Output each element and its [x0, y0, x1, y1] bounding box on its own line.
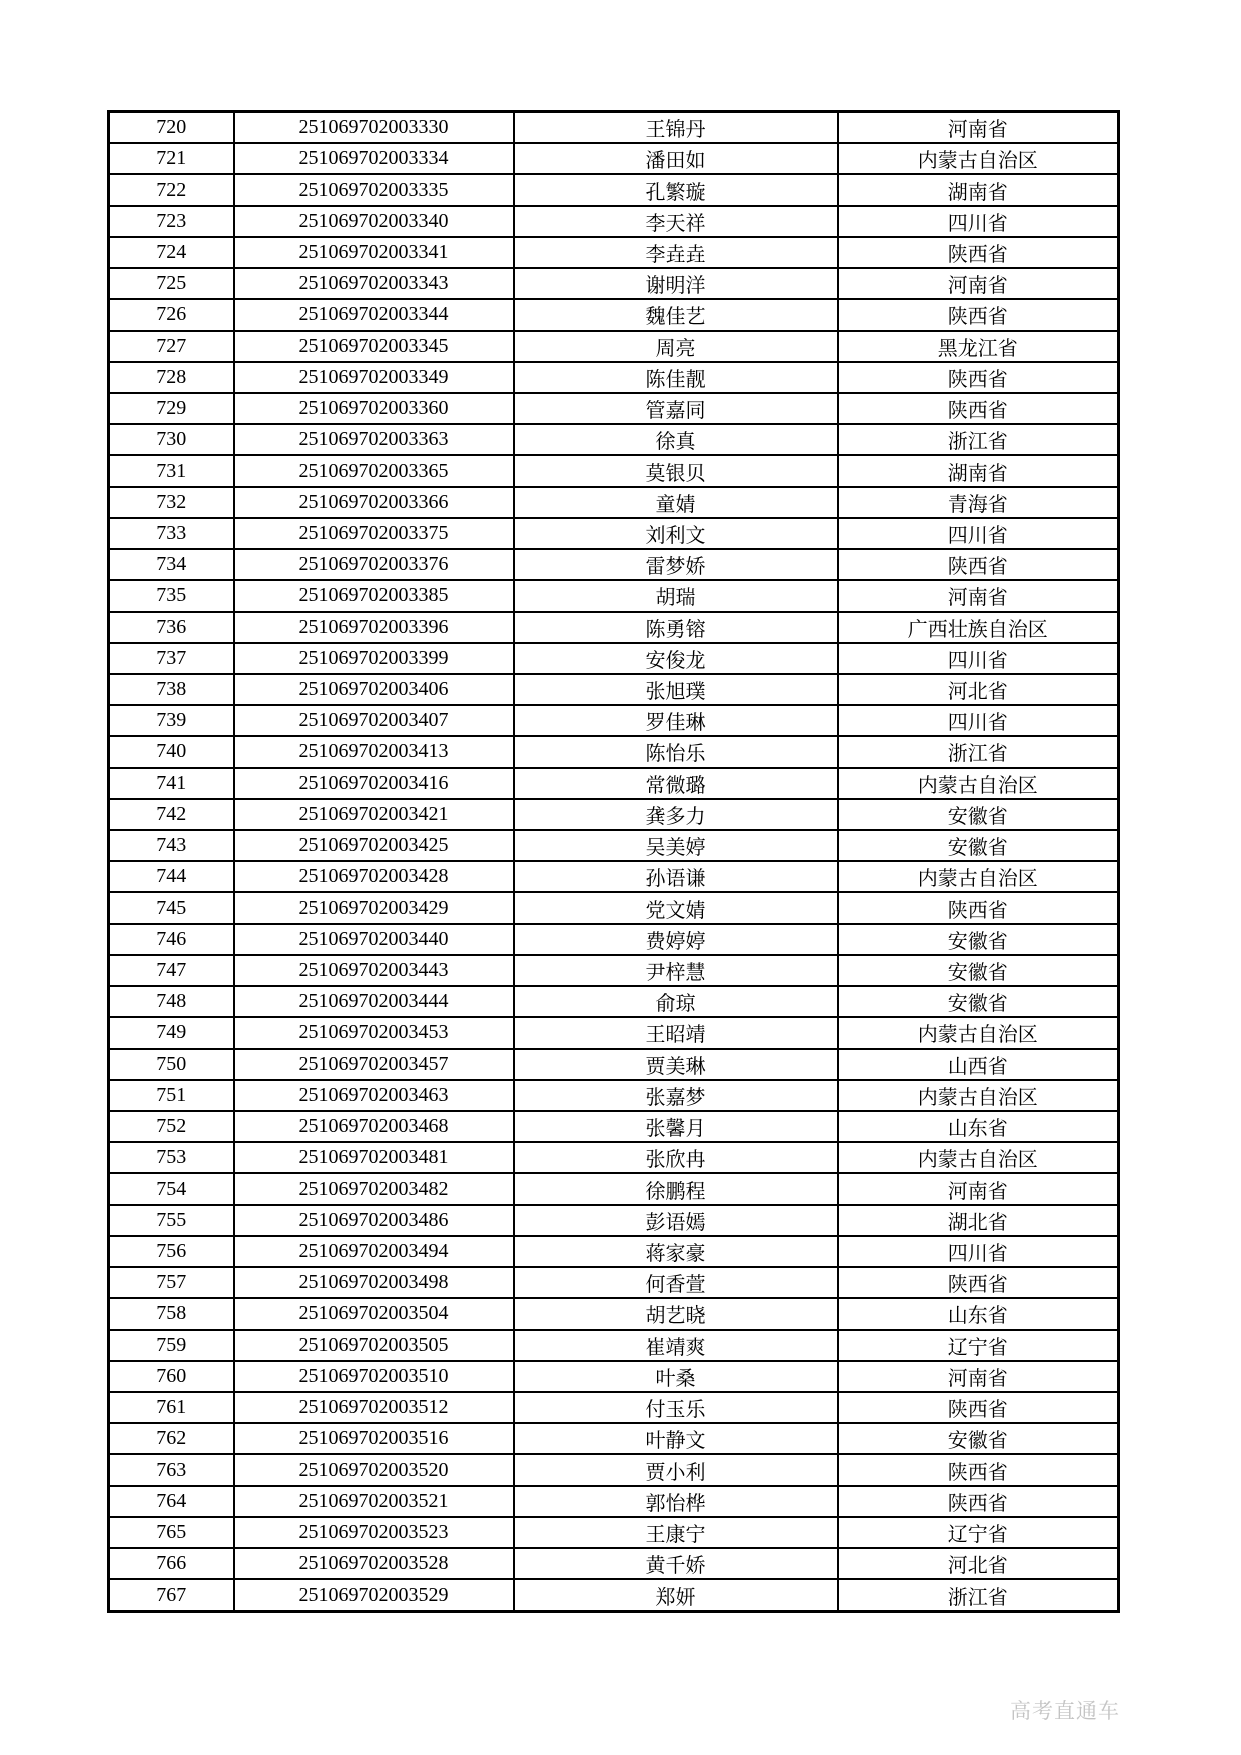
candidate-name-cell: 俞琼: [514, 986, 838, 1017]
candidate-id-cell: 251069702003360: [234, 393, 514, 424]
table-row: [109, 1142, 1119, 1173]
row-index-cell: 733: [109, 518, 234, 549]
candidate-name-cell: 潘田如: [514, 143, 838, 174]
candidate-name-cell: 李垚垚: [514, 237, 838, 268]
province-cell: 陕西省: [838, 892, 1119, 923]
province-cell: 安徽省: [838, 799, 1119, 830]
row-index-cell: 743: [109, 830, 234, 861]
table-row: [109, 174, 1119, 205]
candidate-id-cell: 251069702003421: [234, 799, 514, 830]
row-index-cell: 736: [109, 612, 234, 643]
candidate-name-cell: 莫银贝: [514, 455, 838, 486]
row-index-cell: 767: [109, 1579, 234, 1611]
row-index-cell: 738: [109, 674, 234, 705]
province-cell: 陕西省: [838, 1486, 1119, 1517]
province-cell: 辽宁省: [838, 1517, 1119, 1548]
candidate-name-cell: 刘利文: [514, 518, 838, 549]
candidate-id-cell: 251069702003363: [234, 424, 514, 455]
row-index-cell: 720: [109, 112, 234, 144]
table-row: [109, 331, 1119, 362]
row-index-cell: 749: [109, 1017, 234, 1048]
candidate-id-cell: 251069702003345: [234, 331, 514, 362]
row-index-cell: 750: [109, 1049, 234, 1080]
table-row: [109, 299, 1119, 330]
province-cell: 安徽省: [838, 986, 1119, 1017]
candidate-id-cell: 251069702003375: [234, 518, 514, 549]
province-cell: 河南省: [838, 268, 1119, 299]
candidate-name-cell: 安俊龙: [514, 643, 838, 674]
candidate-name-cell: 郑妍: [514, 1579, 838, 1611]
province-cell: 河北省: [838, 674, 1119, 705]
row-index-cell: 742: [109, 799, 234, 830]
row-index-cell: 756: [109, 1236, 234, 1267]
table-row: [109, 112, 1119, 144]
candidate-id-cell: 251069702003457: [234, 1049, 514, 1080]
province-cell: 陕西省: [838, 299, 1119, 330]
candidate-name-cell: 李天祥: [514, 206, 838, 237]
row-index-cell: 755: [109, 1205, 234, 1236]
table-row: [109, 1049, 1119, 1080]
table-row: [109, 455, 1119, 486]
candidate-id-cell: 251069702003494: [234, 1236, 514, 1267]
candidate-id-cell: 251069702003429: [234, 892, 514, 923]
candidate-id-cell: 251069702003344: [234, 299, 514, 330]
row-index-cell: 754: [109, 1173, 234, 1204]
candidate-name-cell: 叶桑: [514, 1361, 838, 1392]
table-row: [109, 1486, 1119, 1517]
table-row: [109, 1392, 1119, 1423]
province-cell: 陕西省: [838, 237, 1119, 268]
candidate-name-cell: 周亮: [514, 331, 838, 362]
candidate-id-cell: 251069702003512: [234, 1392, 514, 1423]
row-index-cell: 731: [109, 455, 234, 486]
row-index-cell: 759: [109, 1330, 234, 1361]
candidate-id-cell: 251069702003444: [234, 986, 514, 1017]
candidate-id-cell: 251069702003343: [234, 268, 514, 299]
province-cell: 安徽省: [838, 955, 1119, 986]
row-index-cell: 721: [109, 143, 234, 174]
province-cell: 湖南省: [838, 455, 1119, 486]
candidate-id-cell: 251069702003486: [234, 1205, 514, 1236]
table-row: [109, 643, 1119, 674]
row-index-cell: 751: [109, 1080, 234, 1111]
table-row: [109, 1330, 1119, 1361]
province-cell: 四川省: [838, 705, 1119, 736]
candidate-name-cell: 王锦丹: [514, 112, 838, 144]
province-cell: 内蒙古自治区: [838, 1142, 1119, 1173]
candidate-id-cell: 251069702003453: [234, 1017, 514, 1048]
candidate-id-cell: 251069702003376: [234, 549, 514, 580]
candidate-id-cell: 251069702003440: [234, 924, 514, 955]
candidate-name-cell: 龚多力: [514, 799, 838, 830]
province-cell: 辽宁省: [838, 1330, 1119, 1361]
table-row: [109, 1205, 1119, 1236]
province-cell: 内蒙古自治区: [838, 768, 1119, 799]
province-cell: 山西省: [838, 1049, 1119, 1080]
row-index-cell: 761: [109, 1392, 234, 1423]
row-index-cell: 748: [109, 986, 234, 1017]
candidate-name-cell: 常微璐: [514, 768, 838, 799]
candidate-name-cell: 郭怡桦: [514, 1486, 838, 1517]
candidate-id-cell: 251069702003520: [234, 1454, 514, 1485]
row-index-cell: 727: [109, 331, 234, 362]
table-row: [109, 1517, 1119, 1548]
candidate-name-cell: 胡瑞: [514, 580, 838, 611]
candidate-name-cell: 尹梓慧: [514, 955, 838, 986]
candidate-id-cell: 251069702003505: [234, 1330, 514, 1361]
table-row: [109, 955, 1119, 986]
province-cell: 陕西省: [838, 362, 1119, 393]
candidate-name-cell: 胡艺晓: [514, 1298, 838, 1329]
province-cell: 河南省: [838, 580, 1119, 611]
candidate-id-cell: 251069702003425: [234, 830, 514, 861]
province-cell: 四川省: [838, 206, 1119, 237]
table-row: [109, 830, 1119, 861]
province-cell: 河南省: [838, 1361, 1119, 1392]
candidate-id-cell: 251069702003330: [234, 112, 514, 144]
candidate-name-cell: 黄千娇: [514, 1548, 838, 1579]
province-cell: 陕西省: [838, 393, 1119, 424]
candidate-id-cell: 251069702003482: [234, 1173, 514, 1204]
row-index-cell: 740: [109, 736, 234, 767]
candidate-name-cell: 谢明洋: [514, 268, 838, 299]
candidate-name-cell: 张馨月: [514, 1111, 838, 1142]
candidate-name-cell: 童婧: [514, 487, 838, 518]
row-index-cell: 758: [109, 1298, 234, 1329]
candidate-id-cell: 251069702003521: [234, 1486, 514, 1517]
table-row: [109, 674, 1119, 705]
candidate-id-cell: 251069702003443: [234, 955, 514, 986]
table-row: [109, 549, 1119, 580]
province-cell: 陕西省: [838, 549, 1119, 580]
table-row: [109, 1111, 1119, 1142]
table-row: [109, 1361, 1119, 1392]
table-row: [109, 1579, 1119, 1611]
candidate-id-cell: 251069702003349: [234, 362, 514, 393]
candidate-name-cell: 张嘉梦: [514, 1080, 838, 1111]
province-cell: 安徽省: [838, 830, 1119, 861]
table-row: [109, 143, 1119, 174]
row-index-cell: 752: [109, 1111, 234, 1142]
candidate-id-cell: 251069702003498: [234, 1267, 514, 1298]
table-row: [109, 736, 1119, 767]
province-cell: 浙江省: [838, 1579, 1119, 1611]
table-row: [109, 986, 1119, 1017]
row-index-cell: 747: [109, 955, 234, 986]
row-index-cell: 729: [109, 393, 234, 424]
candidate-name-cell: 何香萱: [514, 1267, 838, 1298]
row-index-cell: 724: [109, 237, 234, 268]
candidate-name-cell: 贾小利: [514, 1454, 838, 1485]
candidate-id-cell: 251069702003385: [234, 580, 514, 611]
candidate-name-cell: 贾美琳: [514, 1049, 838, 1080]
table-row: [109, 1298, 1119, 1329]
candidate-id-cell: 251069702003406: [234, 674, 514, 705]
province-cell: 四川省: [838, 643, 1119, 674]
province-cell: 四川省: [838, 518, 1119, 549]
row-index-cell: 728: [109, 362, 234, 393]
table-row: [109, 1173, 1119, 1204]
province-cell: 湖北省: [838, 1205, 1119, 1236]
candidate-name-cell: 陈佳靓: [514, 362, 838, 393]
table-row: [109, 362, 1119, 393]
row-index-cell: 726: [109, 299, 234, 330]
table-row: [109, 612, 1119, 643]
province-cell: 河南省: [838, 1173, 1119, 1204]
candidate-id-cell: 251069702003407: [234, 705, 514, 736]
candidate-name-cell: 罗佳琳: [514, 705, 838, 736]
row-index-cell: 746: [109, 924, 234, 955]
candidate-name-cell: 孙语谦: [514, 861, 838, 892]
candidate-name-cell: 孔繁璇: [514, 174, 838, 205]
candidate-name-cell: 陈勇镕: [514, 612, 838, 643]
province-cell: 陕西省: [838, 1267, 1119, 1298]
row-index-cell: 744: [109, 861, 234, 892]
candidate-id-cell: 251069702003463: [234, 1080, 514, 1111]
candidate-name-cell: 蒋家豪: [514, 1236, 838, 1267]
province-cell: 湖南省: [838, 174, 1119, 205]
table-row: [109, 1454, 1119, 1485]
row-index-cell: 766: [109, 1548, 234, 1579]
table-row: [109, 768, 1119, 799]
row-index-cell: 723: [109, 206, 234, 237]
row-index-cell: 765: [109, 1517, 234, 1548]
candidate-id-cell: 251069702003528: [234, 1548, 514, 1579]
candidate-name-cell: 付玉乐: [514, 1392, 838, 1423]
table-row: [109, 705, 1119, 736]
row-index-cell: 764: [109, 1486, 234, 1517]
province-cell: 山东省: [838, 1298, 1119, 1329]
candidate-name-cell: 魏佳艺: [514, 299, 838, 330]
table-row: [109, 1236, 1119, 1267]
candidate-id-cell: 251069702003413: [234, 736, 514, 767]
row-index-cell: 757: [109, 1267, 234, 1298]
candidate-id-cell: 251069702003516: [234, 1423, 514, 1454]
province-cell: 广西壮族自治区: [838, 612, 1119, 643]
candidate-id-cell: 251069702003399: [234, 643, 514, 674]
row-index-cell: 725: [109, 268, 234, 299]
province-cell: 四川省: [838, 1236, 1119, 1267]
candidate-name-cell: 崔靖爽: [514, 1330, 838, 1361]
candidate-id-cell: 251069702003334: [234, 143, 514, 174]
province-cell: 山东省: [838, 1111, 1119, 1142]
row-index-cell: 760: [109, 1361, 234, 1392]
candidate-name-cell: 费婷婷: [514, 924, 838, 955]
candidate-id-cell: 251069702003341: [234, 237, 514, 268]
candidate-id-cell: 251069702003481: [234, 1142, 514, 1173]
province-cell: 陕西省: [838, 1454, 1119, 1485]
province-cell: 安徽省: [838, 1423, 1119, 1454]
table-row: [109, 1548, 1119, 1579]
table-row: [109, 268, 1119, 299]
candidate-id-cell: 251069702003510: [234, 1361, 514, 1392]
candidate-name-cell: 王昭靖: [514, 1017, 838, 1048]
candidate-id-cell: 251069702003523: [234, 1517, 514, 1548]
table-row: [109, 1423, 1119, 1454]
watermark-text: 高考直通车: [1010, 1699, 1120, 1723]
province-cell: 河南省: [838, 112, 1119, 144]
table-row: [109, 237, 1119, 268]
candidate-id-cell: 251069702003365: [234, 455, 514, 486]
candidate-name-cell: 党文婧: [514, 892, 838, 923]
table-row: [109, 580, 1119, 611]
table-row: [109, 206, 1119, 237]
candidate-name-cell: 吴美婷: [514, 830, 838, 861]
province-cell: 河北省: [838, 1548, 1119, 1579]
row-index-cell: 722: [109, 174, 234, 205]
table-row: [109, 1080, 1119, 1111]
candidate-name-cell: 雷梦娇: [514, 549, 838, 580]
province-cell: 黑龙江省: [838, 331, 1119, 362]
row-index-cell: 737: [109, 643, 234, 674]
candidate-id-cell: 251069702003396: [234, 612, 514, 643]
province-cell: 内蒙古自治区: [838, 143, 1119, 174]
table-row: [109, 1267, 1119, 1298]
table-row: [109, 424, 1119, 455]
row-index-cell: 735: [109, 580, 234, 611]
row-index-cell: 734: [109, 549, 234, 580]
row-index-cell: 762: [109, 1423, 234, 1454]
province-cell: 内蒙古自治区: [838, 861, 1119, 892]
candidate-name-cell: 陈怡乐: [514, 736, 838, 767]
row-index-cell: 763: [109, 1454, 234, 1485]
row-index-cell: 741: [109, 768, 234, 799]
row-index-cell: 730: [109, 424, 234, 455]
candidate-name-cell: 管嘉同: [514, 393, 838, 424]
table-row: [109, 518, 1119, 549]
candidate-id-cell: 251069702003416: [234, 768, 514, 799]
province-cell: 青海省: [838, 487, 1119, 518]
table-row: [109, 861, 1119, 892]
province-cell: 内蒙古自治区: [838, 1080, 1119, 1111]
table-row: [109, 799, 1119, 830]
province-cell: 内蒙古自治区: [838, 1017, 1119, 1048]
province-cell: 浙江省: [838, 736, 1119, 767]
province-cell: 安徽省: [838, 924, 1119, 955]
student-roster-table: [107, 110, 1120, 1613]
row-index-cell: 739: [109, 705, 234, 736]
table-row: [109, 393, 1119, 424]
candidate-name-cell: 徐鹏程: [514, 1173, 838, 1204]
row-index-cell: 745: [109, 892, 234, 923]
table-row: [109, 1017, 1119, 1048]
candidate-id-cell: 251069702003340: [234, 206, 514, 237]
candidate-name-cell: 徐真: [514, 424, 838, 455]
table-row: [109, 487, 1119, 518]
candidate-name-cell: 叶静文: [514, 1423, 838, 1454]
candidate-name-cell: 张旭璞: [514, 674, 838, 705]
roster-table-body: [109, 112, 1119, 1612]
candidate-id-cell: 251069702003504: [234, 1298, 514, 1329]
province-cell: 陕西省: [838, 1392, 1119, 1423]
table-row: [109, 924, 1119, 955]
province-cell: 浙江省: [838, 424, 1119, 455]
candidate-id-cell: 251069702003428: [234, 861, 514, 892]
candidate-id-cell: 251069702003366: [234, 487, 514, 518]
row-index-cell: 753: [109, 1142, 234, 1173]
candidate-name-cell: 彭语嫣: [514, 1205, 838, 1236]
candidate-id-cell: 251069702003468: [234, 1111, 514, 1142]
table-row: [109, 892, 1119, 923]
row-index-cell: 732: [109, 487, 234, 518]
candidate-name-cell: 王康宁: [514, 1517, 838, 1548]
candidate-name-cell: 张欣冉: [514, 1142, 838, 1173]
candidate-id-cell: 251069702003335: [234, 174, 514, 205]
candidate-id-cell: 251069702003529: [234, 1579, 514, 1611]
